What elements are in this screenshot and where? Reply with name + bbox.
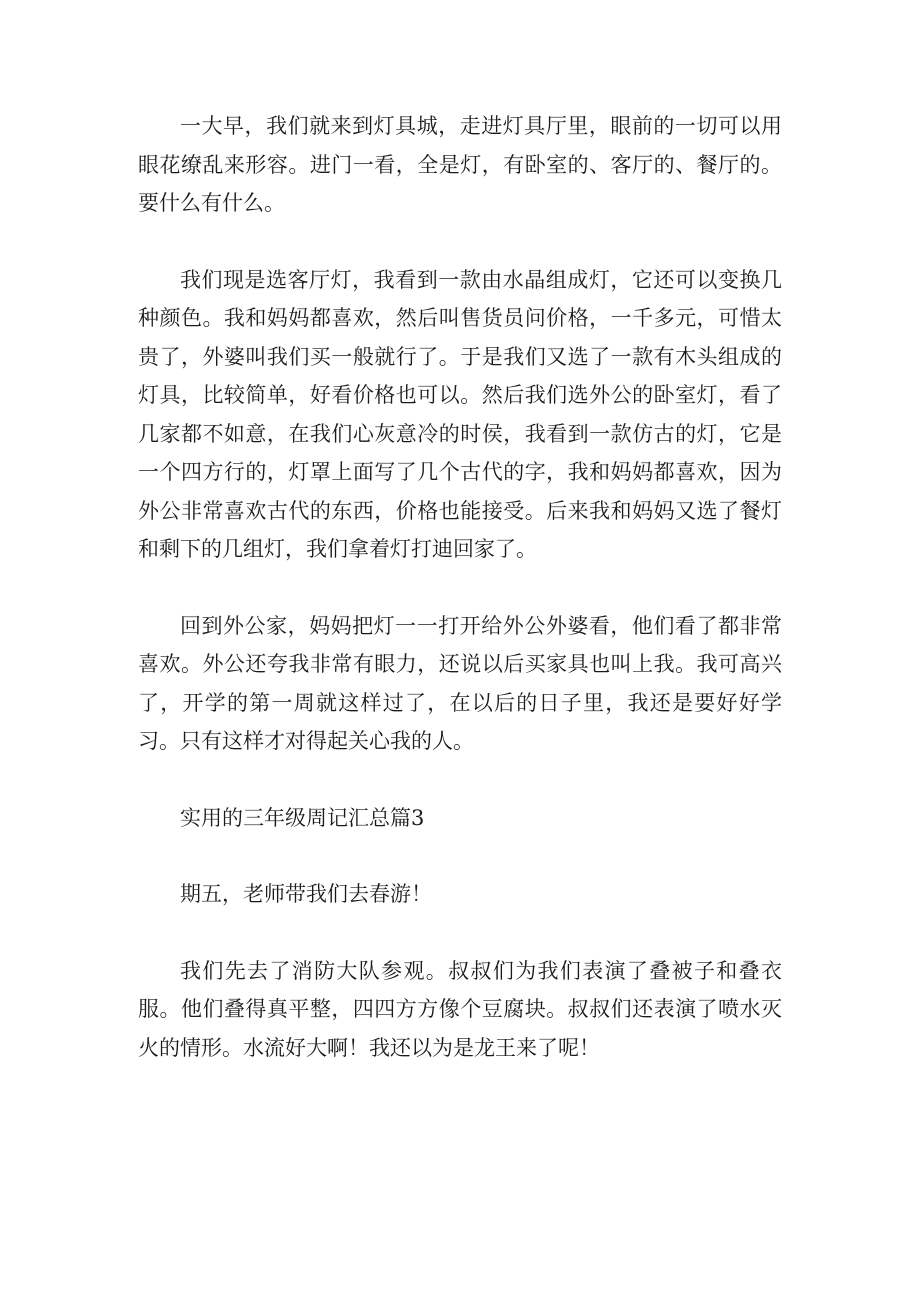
section-title: 实用的三年级周记汇总篇3 (180, 805, 425, 830)
paragraph-lamp-city: 一大早，我们就来到灯具城，走进灯具厅里，眼前的一切可以用眼花缭乱来形容。进门一看，全是灯，有卧室的、客厅的、餐厅的。要什么有什么。 (138, 114, 782, 215)
paragraph-fire-brigade: 我们先去了消防大队参观。叔叔们为我们表演了叠被子和叠衣服。他们叠得真平整，四四方方像个豆腐块。叔叔们还表演了喷水灭火的情形。水流好大啊！我还以为是龙王来了呢！ (138, 958, 782, 1060)
section-subtitle: 期五，老师带我们去春游！ (180, 882, 432, 906)
document-body (138, 107, 782, 1067)
paragraph-choosing-lamps: 我们现是选客厅灯，我看到一款由水晶组成灯，它还可以变换几种颜色。我和妈妈都喜欢，然后叫售货员问价格，一千多元，可惜太贵了，外婆叫我们买一般就行了。于是我们又选了一款有木头组成的灯具，比较简单，好看价格也可以。然后我们选外公的卧室灯，看了几家都不如意，在我们心灰意冷的时侯，我看到一款仿古的灯，它是一个四方行的，灯罩上面写了几个古代的字，我和妈妈都喜欢，因为外公非常喜欢古代的东西，价格也能接受。后来我和妈妈又选了餐灯和剩下的几组灯，我们拿着灯打迪回家了。 (138, 267, 782, 561)
paragraph-back-home: 回到外公家，妈妈把灯一一打开给外公外婆看，他们看了都非常喜欢。外公还夸我非常有眼力，还说以后买家具也叫上我。我可高兴了，开学的第一周就这样过了，在以后的日子里，我还是要好好学习。只有这样才对得起关心我的人。 (138, 613, 782, 753)
